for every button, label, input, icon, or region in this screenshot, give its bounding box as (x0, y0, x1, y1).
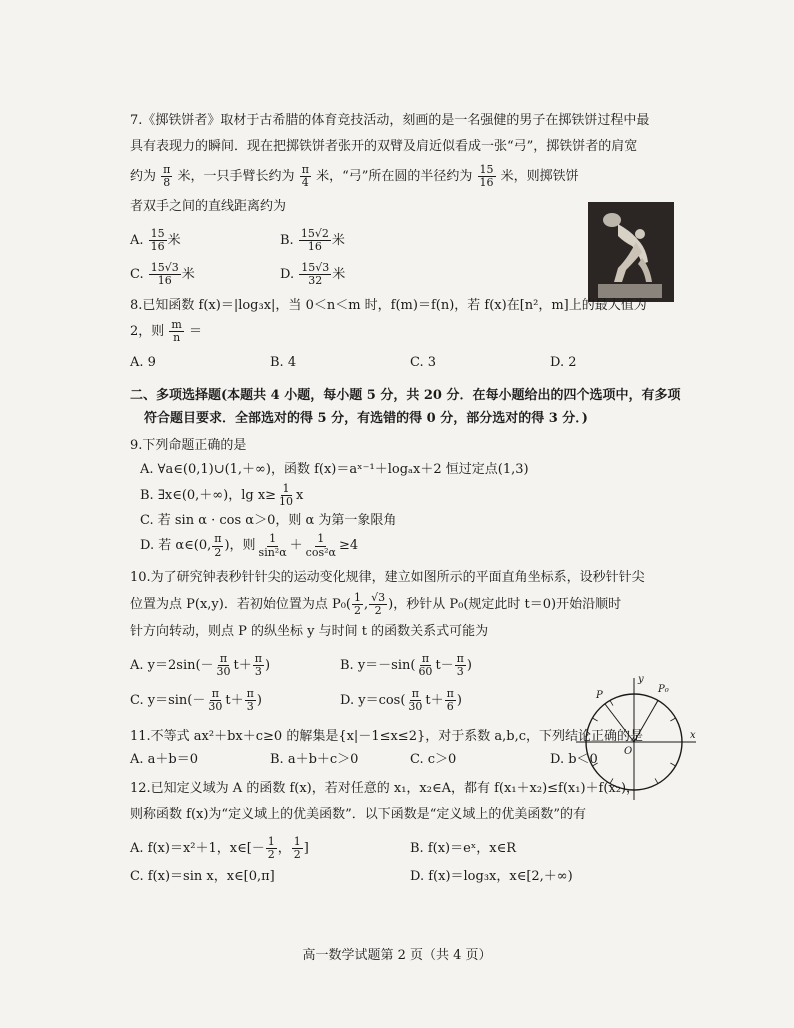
q10-option-c: C. y＝sin(－ $\frac{\pi}{30}$ t＋ $\frac{\pi}{3}$ ) (130, 687, 262, 714)
label-x: x (690, 730, 696, 741)
q9-option-d: D. 若 α∈(0, $\frac{\pi}{2}$ )，则 $\frac{1}{\text{sin²α}}$ ＋ $\frac{1}{\text{cos²α}}$ ≥4 (140, 532, 359, 559)
fraction: $\frac{\pi}{8}$ (163, 163, 171, 190)
q7-option-c: C. $\frac{15√3}{16}$ 米 (130, 261, 195, 288)
fraction: $\frac{15}{16}$ (479, 163, 494, 190)
page-footer: 高一数学试题第 2 页（共 4 页） (302, 948, 492, 963)
q7-line1: 7.《掷铁饼者》取材于古希腊的体育竞技活动，刻画的是一名强健的男子在掷铁饼过程中最 (130, 113, 650, 128)
q11-line1: 11.不等式 ax²＋bx＋c≥0 的解集是{x|－1≤x≤2}，对于系数 a,b,c，下列结论正确的是 (130, 728, 643, 744)
question-9 (130, 434, 690, 560)
section-heading-multiple-choice: 二、多项选择题(本题共 4 小题，每小题 5 分，共 20 分．在每小题给出的四个选项中，有多项 符合题目要求．全部选对的得 5 分，有选错的得 0 分，部分选对的得 3 分．) (130, 388, 681, 426)
q10-line3: 针方向转动，则点 P 的纵坐标 y 与时间 t 的函数关系式可能为 (130, 623, 489, 639)
question-8 (130, 294, 690, 375)
q10-option-a: A. y＝2sin(－ $\frac{\pi}{30}$ t＋ $\frac{\pi}{3}$ ) (130, 652, 271, 679)
q8-options (130, 351, 690, 376)
questions (130, 108, 690, 890)
q10-option-b: B. y＝－sin( $\frac{\pi}{60}$ t－ $\frac{\pi}{3}$ ) (340, 652, 472, 679)
q10-options-cd (130, 688, 550, 715)
q10-option-d: D. y＝cos( $\frac{\pi}{30}$ t＋ $\frac{\pi}{6}$ ) (340, 687, 462, 714)
q8-option-d: D. 2 (550, 354, 577, 370)
q7-option-d: D. $\frac{15√3}{32}$ 米 (280, 261, 346, 288)
question-11 (130, 725, 690, 772)
label-y: y (638, 674, 644, 685)
q7-options-ab (130, 228, 430, 254)
q12-line2: 则称函数 f(x)为“定义域上的优美函数”．以下函数是“定义域上的优美函数”的有 (130, 806, 587, 822)
q7-options-cd (130, 262, 430, 288)
q10-line1: 10.为了研究钟表秒针针尖的运动变化规律，建立如图所示的平面直角坐标系，设秒针针尖 (130, 570, 645, 586)
q8-line2: 2，则 $\frac{m}{n}$ ＝ (130, 317, 203, 345)
q12-line1: 12.已知定义域为 A 的函数 f(x)，若对任意的 x₁，x₂∈A，都有 f(x₁＋x₂)≤f(x₁)＋f(x₂)， (130, 780, 640, 796)
q11-option-c: C. c＞0 (410, 752, 457, 768)
fraction: $\frac{\pi}{4}$ (301, 163, 309, 190)
q11-option-b: B. a＋b＋c＞0 (270, 752, 359, 768)
q11-options (130, 748, 690, 771)
q12-option-d: D. f(x)＝log₃x，x∈[2,＋∞) (410, 868, 573, 884)
q9-option-a: A. ∀a∈(0,1)∪(1,＋∞)，函数 f(x)＝aˣ⁻¹＋logₐx＋2 恒过定点(1,3) (140, 462, 529, 478)
q7-option-b: B. $\frac{15√2}{16}$ 米 (280, 227, 345, 254)
q12-option-a: A. f(x)＝x²＋1，x∈[－ $\frac{1}{2}$ ， $\frac{1}{2}$ ] (130, 834, 309, 861)
q8-line1: 8.已知函数 f(x)＝|log₃x|，当 0＜n＜m 时，f(m)＝f(n)，若 f(x)在[n²，m]上的最大值为 (130, 298, 647, 314)
q7-option-a: A. $\frac{15}{16}$ 米 (130, 227, 181, 254)
q11-option-a: A. a＋b＝0 (130, 752, 198, 768)
q12-options-cd (130, 864, 690, 890)
q10-line2: 位置为点 P(x,y)．若初始位置为点 P₀( $\frac{1}{2}$ , $\frac{√3}{2}$ )，秒针从 P₀(规定此时 t＝0)开始沿顺时 (130, 590, 622, 617)
q7-line3: 约为 $\frac{\pi}{8}$ 米，一只手臂长约为 $\frac{\pi}{4}$ 米，“弓”所在圆的半径约为 $\frac{15}{16}$ 米，则掷铁饼 (130, 163, 579, 190)
q12-option-c: C. f(x)＝sin x，x∈[0,π] (130, 868, 275, 884)
question-10 (130, 565, 690, 714)
q8-option-b: B. 4 (270, 354, 297, 370)
q8-option-c: C. 3 (410, 354, 437, 370)
q9-option-b: B. ∃x∈(0,＋∞)，lg x≥ $\frac{1}{10}$ x (140, 482, 304, 509)
q12-options-ab (130, 836, 690, 862)
q11-option-d: D. b＜0 (550, 752, 598, 768)
question-7 (130, 108, 690, 288)
label-p0: P₀ (658, 684, 669, 695)
q7-line2: 具有表现力的瞬间．现在把掷铁饼者张开的双臂及肩近似看成一张“弓”，掷铁饼者的肩宽 (130, 139, 638, 154)
q10-options-ab (130, 653, 550, 680)
q8-option-a: A. 9 (130, 354, 156, 370)
label-origin: O (624, 746, 633, 757)
question-12 (130, 776, 690, 890)
q7-line4: 者双手之间的直线距离约为 (130, 199, 287, 215)
q9-option-c: C. 若 sin α · cos α＞0，则 α 为第一象限角 (140, 512, 397, 528)
q12-option-b: B. f(x)＝eˣ，x∈R (410, 840, 517, 856)
label-p: P (596, 690, 603, 701)
q9-stem: 9.下列命题正确的是 (130, 437, 247, 453)
